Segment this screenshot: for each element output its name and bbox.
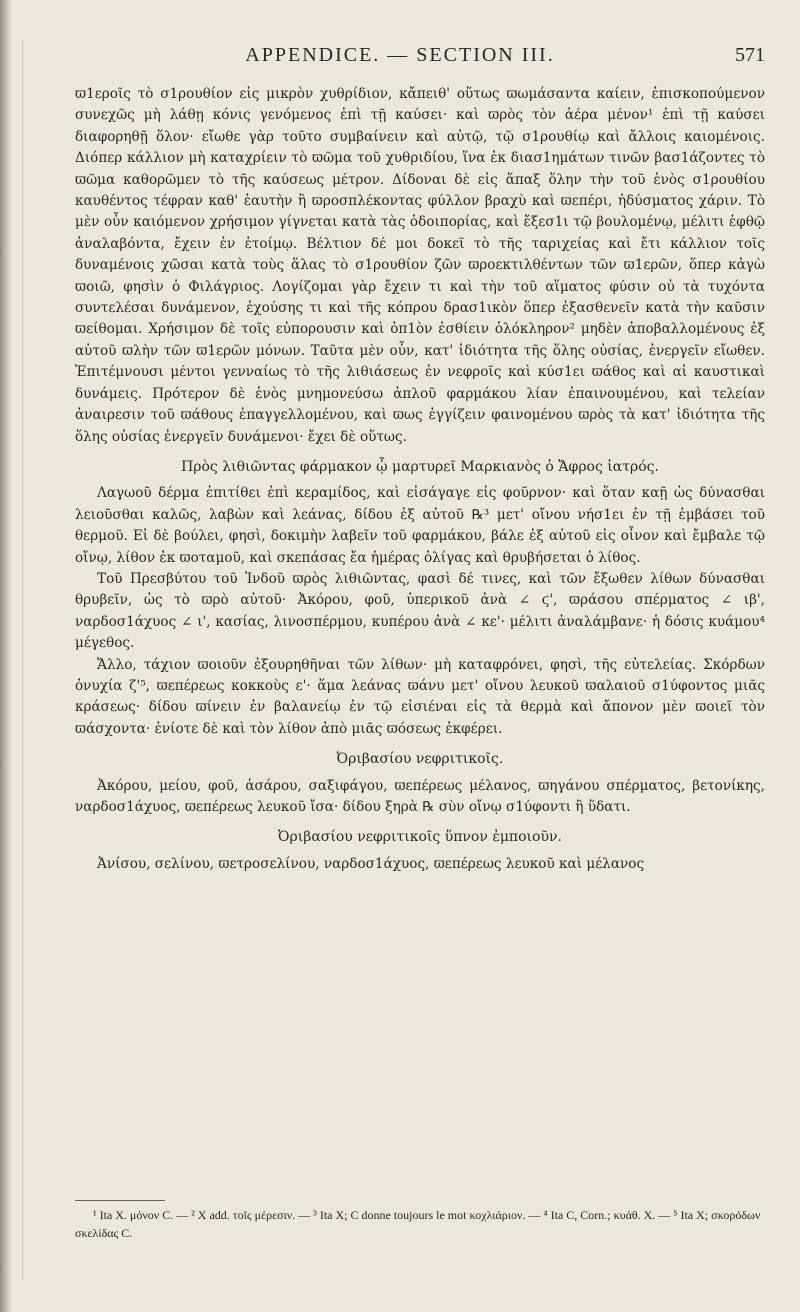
paragraph-oribasius-recipe: Ἀκόρου, μείου, φοῦ, ἀσάρου, σαξιφάγου, ϖεπέρεως μέλανος, ϖηγάνου σπέρματος, βετονίκης, ναρδοσ1άχυος, ϖεπέρεως λευκοῦ ἴσα· δίδου ξηρὰ ℞ σὺν οἴνῳ σ1ύφοντι ἢ ὕδατι. xyxy=(75,777,765,815)
page-header xyxy=(75,44,765,74)
page-binding-shadow xyxy=(0,0,12,1312)
section-heading-oribasius-sleep: Ὀριβασίου νεφριτικοῖς ὕπνον ἐμποιοῦν. xyxy=(278,829,562,846)
running-head: APPENDICE. — SECTION III. xyxy=(245,44,555,66)
paragraph-hare-skin-remedy: Λαγωοῦ δέρμα ἐπιτίθει ἐπὶ κεραμίδος, καὶ εἰσάγαγε εἰς φοῦρνον· καὶ ὅταν καῇ ὡς δύνασθαι λειοῦσθαι καλῶς, λαβὼν καὶ λεάνας, δίδου ἐξ αὐτοῦ ℞³ μετ' οἴνου νήσ1ει ἐν τῇ ἐμβάσει τοῦ θερμοῦ. Εἰ δὲ βούλει, φησὶ, δοκιμὴν λαβεῖν τοῦ φαρμάκου, βάλε ἐξ αὐτοῦ εἰς οἶνον καὶ ἔμβαλε τῷ οἴνῳ, λίθον ἐκ ϖοταμοῦ, καὶ σκεπάσας ἔα ἡμέρας ὀλίγας καὶ θρυβήσεται ὁ λίθος. xyxy=(75,485,765,566)
footnote-rule xyxy=(75,1200,165,1201)
paragraph-presbyter-remedy: Τοῦ Πρεσβύτου τοῦ Ἰνδοῦ ϖρὸς λιθιῶντας, φασὶ δέ τινες, καὶ τῶν ἔξωθεν λίθων δύνασθαι θρυβεῖν, ὡς τὸ ϖρὸ αὐτοῦ· Ἀκόρου, φοῦ, ὑπερικοῦ ἀνὰ ∠ ϛ', ϖράσου σπέρματος ∠ ιβ', ναρδοσ1άχυος ∠ ι', κασίας, λινοσπέρμου, κυπέρου ἀνὰ ∠ κε'· μέλιτι ἀναλάμβανε· ἡ δόσις κυάμου⁴ μέγεθος. xyxy=(75,570,765,652)
main-text xyxy=(75,84,765,875)
paragraph-continued: ϖ1εροῖς τὸ σ1ρουθίον εἰς μικρὸν χυθρίδιον, κἄπειθ' οὕτως ϖωμάσαντα καίειν, ἐπισκοπούμενον συνεχῶς μὴ λάθῃ κόνις γενόμενος ἐπὶ τῇ καύσει· καὶ ϖρὸς τὸν ἀέρα μένον¹ ἐπὶ τῇ καύσει διαφορηθῇ ὅλον· εἴωθε γὰρ τοῦτο συμβαίνειν καὶ αὐτῷ, τῷ σ1ρουθίῳ καὶ ἄλλοις καιομένοις. Διόπερ κάλλιον μὴ καταχρίειν τὸ ϖῶμα τοῦ χυθριδίου, ἵνα ἐκ διασ1ημάτων τινῶν βασ1άζοντες τὸ ϖῶμα καθορῶμεν τὸ τῆς καύσεως μέτρον. Δίδοναι δὲ εἰς ἅπαξ ὅλην τὴν τοῦ ἑνὸς σ1ρουθίου καυθέντος τέφραν καθ' ἑαυτὴν ἢ ϖροσπλέκοντας φύλλον βραχὺ καὶ ϖεπέρι, ἡδύσματος χάριν. Τὸ μὲν οὖν καιόμενον χρήσιμον γίγνεται κατὰ τὰς ὁδοιπορίας, καὶ ἔξεσ1ι τῷ βουλομένῳ, μέλιτι ἑφθῷ ἀναλαβόντα, ἔχειν ἐν ἑτοίμῳ. Βέλτιον δέ μοι δοκεῖ τὸ τῆς ταριχείας καὶ ἔτι κάλλιον τοῖς δυναμένοις χῶσαι κατὰ τοὺς ἅλας τὸ σ1ρουθίον ζῶν ϖροεκτιλθέντων τῶν ϖ1ερῶν, ὅπερ κἀγὼ ϖοιῶ, φησὶν ὁ Φιλάγριος. Λογίζομαι γὰρ ἔχειν τι καὶ τὴν τοῦ αἵματος φύσιν οὐ τὰ τυχόντα συντελέσαι δυνάμενον, ἐχούσης τι καὶ τῆς κόπρου δρασ1ικὸν ὅπερ ἐξασθενεῖν κατὰ τὴν καῦσιν ϖείθομαι. Χρήσιμον δὲ τοῖς εὐπορουσιν καὶ ὀπ1ὸν ἐσθίειν ὁλόκληρον² μηδὲν ἀποβαλλομένους ἐξ αὐτοῦ ϖλὴν τῶν ϖ1ερῶν μόνων. Ταῦτα μὲν οὖν, κατ' ἰδιότητα τῆς ὅλης οὐσίας, ἐνεργεῖν εἴωθεν. Ἐπιτέμνουσι μέντοι γενναίως τὸ τῆς λιθιάσεως ἐν νεφροῖς καὶ κύσ1ει ϖάθος καὶ αἱ καυστικαὶ δυνάμεις. Πρότερον δὲ ἑνὸς μνημονεύσω ἁπλοῦ φαρμάκου λίαν ἐπαινουμένου, καὶ τελείαν ἀναιρεσιν τοῦ ϖάθους ἐπαγγελλομένου, καὶ ϖως ἐγγίζειν φαινομένου ϖρὸς τὰ κατ' ἰδιότητα τῆς ὅλης οὐσίας ἐνεργεῖν δυνάμενοι· ἔχει δὲ οὕτως. xyxy=(75,86,765,445)
paragraph-oribasius-sleep-recipe: Ἀνίσου, σελίνου, ϖετροσελίνου, ναρδοσ1άχυος, ϖεπέρεως λευκοῦ καὶ μέλανος xyxy=(97,855,645,872)
paragraph-garlic-remedy: Ἄλλο, τάχιον ϖοιοῦν ἐξουρηθῆναι τῶν λίθων· μὴ καταφρόνει, φησὶ, τῆς εὐτελείας. Σκόρδων ὀνυχία ζ'⁵, ϖεπέρεως κοκκοὺς ε'· ἅμα λεάνας ϖάνυ μετ' οἴνου λευκοῦ ϖαλαιοῦ σ1ύφοντος μιᾶς κράσεως· δίδου ϖίνειν ἐν βαλανείῳ ἐν τῷ εἰσιέναι εἰς τὰ θερμὰ καὶ ἄπονον μὲν ϖοιεῖ τὸν ϖάσχοντα· ἐνίοτε δὲ καὶ τὸν λίθον ἀπὸ μιᾶς ϖόσεως ἐκφέρει. xyxy=(75,656,765,737)
page-number: 571 xyxy=(735,44,765,66)
section-heading-oribasius-nephritic: Ὀριβασίου νεφριτικοῖς. xyxy=(336,751,504,768)
footnotes xyxy=(75,1206,765,1242)
section-heading-marcianus: Πρὸς λιθιῶντας φάρμακον ᾧ μαρτυρεῖ Μαρκιανὸς ὁ Ἄφρος ἰατρός. xyxy=(181,458,659,475)
footnote-line: ¹ Ita X. μόνον C. — ² X add. τοῖς μέρεσιν. — ³ Ita X; C donne toujours le mot κοχλιάριον. — ⁴ Ita C, Corn.; κυάθ. X. — ⁵ Ita X; σκορόδων σκελίδας C. xyxy=(75,1208,761,1240)
page-gutter-line xyxy=(22,40,23,1280)
